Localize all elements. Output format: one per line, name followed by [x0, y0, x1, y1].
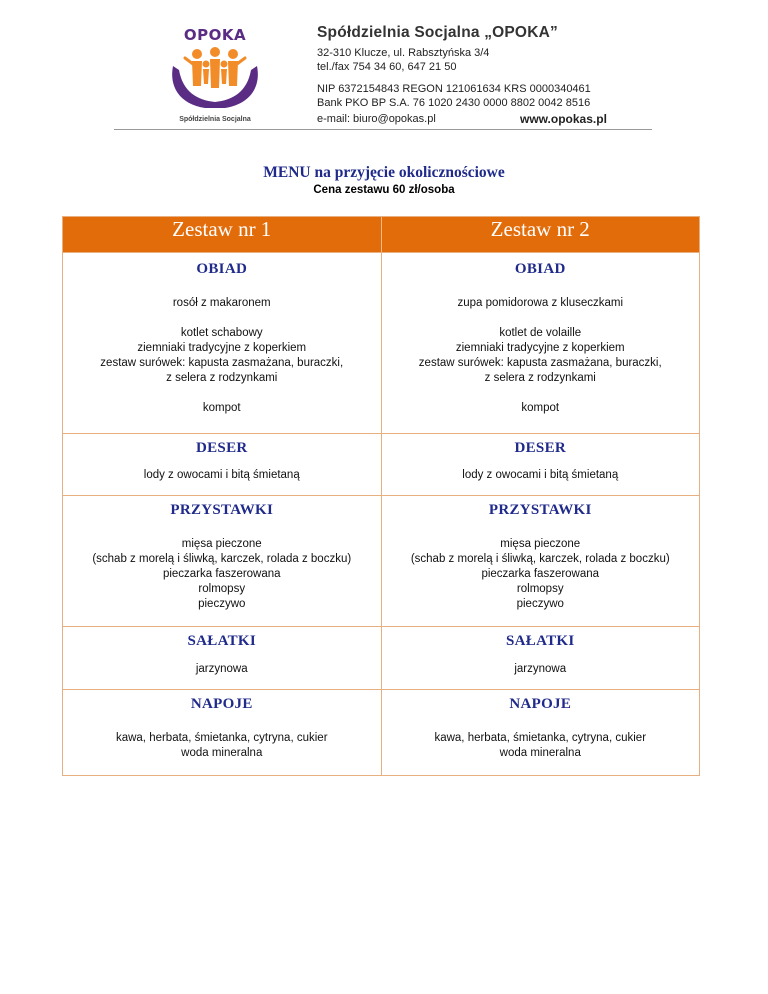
menu-item: lody z owocami i bitą śmietaną [462, 469, 619, 481]
menu-item: kawa, herbata, śmietanka, cytryna, cukier woda mineralna [115, 732, 328, 759]
company-email[interactable]: e-mail: biuro@opokas.pl [317, 113, 436, 125]
logo-subtitle: Spółdzielnia Socjalna [179, 116, 251, 123]
menu-item: kompot [202, 402, 241, 414]
section-title: DESER [514, 440, 567, 456]
menu-item: kotlet de volaille ziemniaki tradycyjne z koperkiem zestaw surówek: kapusta zasmażana, buraczki, z selera z rodzynkami [418, 327, 662, 384]
menu-item: rosół z makaronem [172, 297, 271, 309]
logo-hands-family-icon [165, 46, 265, 116]
set-1-column [63, 690, 382, 775]
column-header-set-2: Zestaw nr 2 [490, 217, 590, 241]
menu-item: zupa pomidorowa z kluseczkami [457, 297, 624, 309]
section-title: NAPOJE [190, 696, 253, 712]
set-1-column [63, 627, 382, 689]
company-website[interactable]: www.opokas.pl [520, 112, 607, 126]
menu-item: lody z owocami i bitą śmietaną [143, 469, 300, 481]
menu-title: MENU na przyjęcie okolicznościowe [263, 164, 505, 181]
menu-item: kawa, herbata, śmietanka, cytryna, cukier woda mineralna [434, 732, 647, 759]
set-1-column [63, 253, 382, 433]
logo-wordmark: OPOKA [183, 26, 247, 44]
menu-item: kotlet schabowy ziemniaki tradycyjne z koperkiem zestaw surówek: kapusta zasmażana, buraczki, z selera z rodzynkami [100, 327, 344, 384]
section-obiad [63, 252, 699, 433]
company-logo [165, 26, 265, 130]
set-1-column [63, 434, 382, 495]
set-1-column [63, 496, 382, 626]
set-2-column [382, 434, 700, 495]
company-name: Spółdzielnia Socjalna „OPOKA” [317, 24, 558, 41]
set-2-column [382, 690, 700, 775]
menu-item: jarzynowa [514, 663, 567, 675]
column-header-set-1: Zestaw nr 1 [63, 217, 382, 252]
menu-item: mięsa pieczone (schab z morelą i śliwką, karczek, rolada z boczku) pieczarka faszerowana rolmopsy pieczywo [92, 538, 352, 610]
menu-item: jarzynowa [195, 663, 248, 675]
letterhead-divider [114, 129, 652, 130]
section-title: PRZYSTAWKI [488, 502, 592, 518]
section-title: NAPOJE [509, 696, 572, 712]
section-napoje [63, 689, 699, 775]
set-2-column [382, 627, 700, 689]
section-title: OBIAD [196, 261, 248, 277]
company-info [317, 24, 637, 110]
company-bank: Bank PKO BP S.A. 76 1020 2430 0000 8802 0042 8516 [317, 97, 591, 109]
set-2-column [382, 253, 700, 433]
menu-item: kompot [521, 402, 560, 414]
section-title: DESER [195, 440, 248, 456]
menu-table [62, 216, 700, 776]
set-2-column [382, 496, 700, 626]
section-title: SAŁATKI [505, 633, 575, 649]
company-address: 32-310 Klucze, ul. Rabsztyńska 3/4 [317, 47, 490, 59]
section-title: PRZYSTAWKI [170, 502, 274, 518]
section-salatki [63, 626, 699, 689]
company-registry: NIP 6372154843 REGON 121061634 KRS 0000340461 [317, 83, 591, 95]
menu-header-row [63, 217, 699, 252]
menu-item: mięsa pieczone (schab z morelą i śliwką, karczek, rolada z boczku) pieczarka faszerowana rolmopsy pieczywo [410, 538, 670, 610]
menu-price: Cena zestawu 60 zł/osoba [313, 184, 455, 196]
company-phone: tel./fax 754 34 60, 647 21 50 [317, 61, 457, 73]
section-przystawki [63, 495, 699, 626]
section-title: SAŁATKI [187, 633, 256, 649]
section-deser [63, 433, 699, 495]
section-title: OBIAD [514, 261, 566, 277]
